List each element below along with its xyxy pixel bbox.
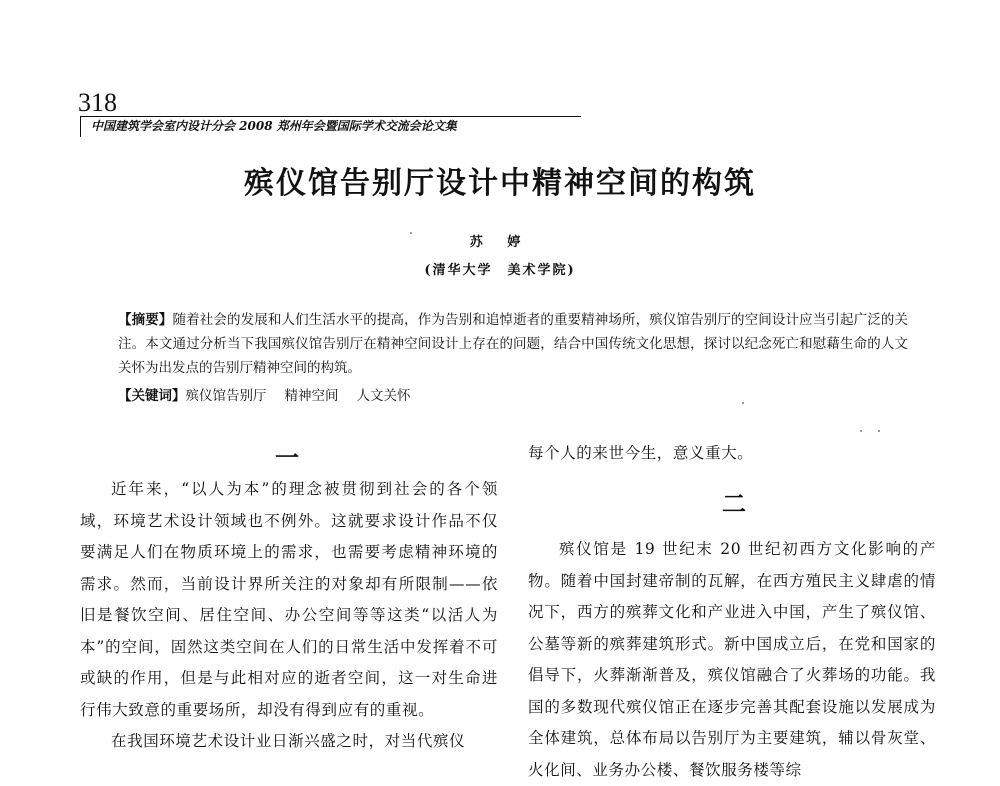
keyword-item: 人文关怀 bbox=[356, 388, 411, 404]
abstract-text: 随着社会的发展和人们生活水平的提高，作为告别和追悼逝者的重要精神场所，殡仪馆告别厅的空间设计应当引起广泛的关注。本文通过分析当下我国殡仪馆告别厅在精神空间设计上存在的问题，结合中国传统文化思想，探讨以纪念死亡和慰藉生命的人文关怀为出发点的告别厅精神空间的构筑。 bbox=[118, 312, 909, 376]
keyword-item: 精神空间 bbox=[284, 388, 339, 404]
article-title: 殡仪馆告别厅设计中精神空间的构筑 bbox=[244, 166, 756, 201]
abstract bbox=[118, 308, 908, 380]
right-column bbox=[528, 534, 936, 786]
left-column bbox=[80, 474, 498, 758]
running-header bbox=[80, 116, 581, 137]
keywords-label: 【关键词】 bbox=[118, 388, 186, 404]
keyword-item: 殡仪馆告别厅 bbox=[185, 388, 267, 404]
continuation-text: 每个人的来世今生，意义重大。 bbox=[528, 444, 754, 462]
scan-speck bbox=[860, 430, 862, 432]
abstract-label: 【摘要】 bbox=[118, 312, 173, 328]
scan-speck bbox=[878, 430, 880, 432]
author-name: 苏 婷 bbox=[469, 235, 531, 250]
right-column-continuation bbox=[528, 438, 936, 470]
scan-speck bbox=[742, 402, 744, 404]
section-1-number: 一 bbox=[275, 444, 299, 472]
running-header-title: 中国建筑学会室内设计分会 2008 郑州年会暨国际学术交流会论文集 bbox=[91, 119, 457, 133]
section-2-number: 二 bbox=[722, 490, 746, 518]
scan-speck bbox=[410, 232, 412, 234]
page-number: 318 bbox=[78, 88, 117, 117]
section-1-paragraph-2: 在我国环境艺术设计业日渐兴盛之时，对当代殡仪 bbox=[111, 732, 466, 750]
section-2-paragraph-1: 殡仪馆是 19 世纪末 20 世纪初西方文化影响的产物。随着中国封建帝制的瓦解，在西方殖民主义肆虐的情况下，西方的殡葬文化和产业进入中国，产生了殡仪馆、公墓等新的殡葬建筑形式。新中国成立后，在党和国家的倡导下，火葬渐渐普及，殡仪馆融合了火葬场的功能。我国的多数现代殡仪馆正在逐步完善其配套设施以发展成为全体建筑，总体布局以告别厅为主要建筑，辅以骨灰堂、火化间、业务办公楼、餐饮服务楼等综 bbox=[528, 540, 936, 779]
author-affiliation: (清华大学 美术学院) bbox=[424, 263, 576, 278]
section-1-paragraph-1: 近年来，“以人为本”的理念被贯彻到社会的各个领域，环境艺术设计领域也不例外。这就要求设计作品不仅要满足人们在物质环境上的需求，也需要考虑精神环境的需求。然而，当前设计界所关注的对象却有所限制——依旧是餐饮空间、居住空间、办公空间等等这类“以活人为本”的空间，固然这类空间在人们的日常生活中发挥着不可或缺的作用，但是与此相对应的逝者空间，这一对生命进行伟大致意的重要场所，却没有得到应有的重视。 bbox=[80, 480, 498, 719]
keywords bbox=[118, 384, 908, 408]
